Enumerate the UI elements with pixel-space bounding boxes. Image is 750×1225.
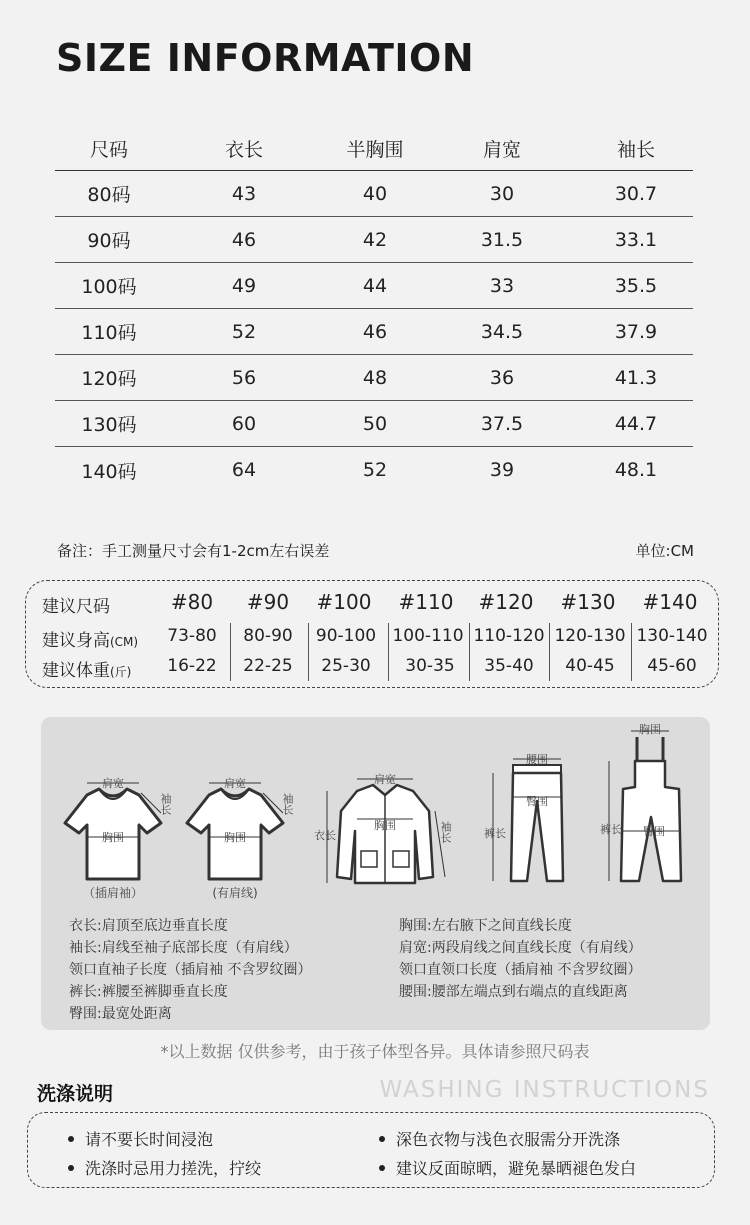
overalls-icon (597, 721, 697, 891)
rec-size: #120 (478, 590, 534, 614)
washing-item-text: 建议反面晾晒，避免暴晒褪色发白 (396, 1159, 637, 1178)
rec-height: 120-130 (554, 626, 626, 646)
rec-size-label: 建议尺码 (42, 597, 110, 617)
overalls-length-label: 裤长 (600, 823, 622, 836)
table-row (55, 401, 693, 447)
description-line: 臀围:最宽处距离 (69, 1006, 172, 1022)
table-cell: 90码 (87, 230, 131, 252)
rec-height: 130-140 (636, 626, 708, 646)
raglan-caption: （插肩袖） (82, 886, 143, 900)
table-cell: 34.5 (480, 320, 524, 343)
header-half-chest: 半胸围 (346, 138, 404, 161)
table-cell: 41.3 (614, 366, 658, 389)
rec-height: 110-120 (473, 626, 545, 646)
rec-weight: 30-35 (405, 656, 455, 676)
raglan-sleeve-label: 袖长 (159, 793, 172, 815)
jacket-sleeve-label: 袖长 (439, 821, 452, 843)
washing-item-text: 请不要长时间浸泡 (85, 1130, 214, 1149)
table-cell: 44 (362, 274, 388, 297)
table-row (55, 309, 693, 355)
descriptions-left (69, 915, 311, 1025)
jacket-shoulder-label: 肩宽 (374, 773, 396, 786)
washing-item (379, 1127, 620, 1150)
description-line: 领口直领口长度（插肩袖 不含罗纹圈） (399, 962, 642, 978)
column-divider (469, 623, 470, 681)
table-cell: 37.9 (614, 320, 658, 343)
rec-size: #130 (560, 590, 616, 614)
table-cell: 44.7 (614, 412, 658, 435)
column-divider (308, 623, 309, 681)
pants-icon (481, 751, 571, 891)
jacket-length-label: 衣长 (314, 829, 336, 842)
rec-height: 90-100 (315, 626, 377, 646)
table-cell: 30.7 (614, 182, 658, 205)
table-cell: 52 (362, 459, 388, 481)
rec-size: #80 (170, 590, 214, 614)
rec-weight: 22-25 (243, 656, 293, 676)
rec-weight: 35-40 (484, 656, 534, 676)
washing-item-text: 洗涤时忌用力搓洗，拧绞 (85, 1159, 262, 1178)
column-divider (549, 623, 550, 681)
rec-weight-label (42, 656, 131, 681)
raglan-tshirt-figure (53, 773, 173, 885)
rec-size: #90 (246, 590, 290, 614)
pants-figure (481, 751, 571, 891)
shoulder-caption: (有肩线) (212, 886, 258, 900)
size-table (55, 126, 693, 493)
unit-note: 单位:CM (635, 542, 694, 560)
overalls-hip-label: 臀围 (643, 825, 665, 838)
column-divider (388, 623, 389, 681)
rec-weight: 45-60 (647, 656, 697, 676)
table-row (55, 171, 693, 217)
table-cell: 110码 (81, 322, 137, 344)
rec-weight: 40-45 (565, 656, 615, 676)
table-row (55, 217, 693, 263)
header-size: 尺码 (89, 138, 128, 161)
rec-size: #100 (316, 590, 372, 614)
description-line: 领口直袖子长度（插肩袖 不含罗纹圈） (69, 962, 312, 978)
description-line: 裤长:裤腰至裤脚垂直长度 (69, 984, 228, 1000)
overalls-figure (597, 721, 697, 891)
washing-title-en: WASHING INSTRUCTIONS (379, 1077, 710, 1103)
table-cell: 31.5 (480, 228, 524, 251)
rec-height: 73-80 (167, 626, 217, 646)
page-title: SIZE INFORMATION (56, 36, 475, 80)
overalls-chest-label: 胸围 (639, 723, 661, 736)
table-cell: 42 (362, 228, 388, 251)
pants-hip-label: 臀围 (526, 795, 548, 808)
table-cell: 37.5 (480, 412, 524, 435)
recommendation-box (25, 580, 719, 688)
rec-height-label (42, 626, 138, 651)
description-line: 袖长:肩线至袖子底部长度（有肩线） (69, 940, 298, 956)
raglan-shoulder-label: 肩宽 (102, 777, 124, 790)
jacket-chest-label: 胸围 (374, 819, 396, 832)
size-table-header (55, 126, 693, 171)
table-cell: 100码 (81, 276, 137, 298)
rec-weight: 25-30 (321, 656, 371, 676)
table-cell: 130码 (81, 414, 137, 436)
table-cell: 140码 (81, 460, 137, 483)
washing-item (379, 1156, 636, 1179)
rec-size: #140 (642, 590, 698, 614)
table-cell: 33 (489, 274, 515, 297)
jacket-figure (314, 771, 453, 891)
table-cell: 46 (231, 228, 257, 251)
description-line: 腰围:腰部左端点到右端点的直线距离 (399, 984, 628, 1000)
washing-item-text: 深色衣物与浅色衣服需分开洗涤 (396, 1130, 621, 1149)
bullet-icon (68, 1136, 74, 1142)
table-cell: 48.1 (614, 459, 658, 481)
washing-box (27, 1112, 715, 1188)
table-cell: 56 (231, 366, 257, 389)
table-cell: 43 (231, 182, 257, 205)
shoulder-tshirt-figure (175, 773, 295, 885)
rec-weight-label-text: 建议体重 (42, 661, 110, 681)
table-cell: 49 (231, 274, 257, 297)
table-cell: 60 (231, 412, 257, 435)
disclaimer-text: *以上数据 仅供参考，由于孩子体型各异。具体请参照尺码表 (160, 1042, 590, 1061)
washing-item (68, 1156, 261, 1179)
washing-item (68, 1127, 213, 1150)
shoulder-chest-label: 胸围 (224, 831, 246, 844)
table-row (55, 447, 693, 493)
description-line: 肩宽:两段肩线之间直线长度（有肩线） (399, 940, 642, 956)
rec-size: #110 (398, 590, 454, 614)
rec-height-label-text: 建议身高 (42, 631, 110, 651)
pants-waist-label: 腰围 (526, 753, 548, 766)
table-cell: 48 (362, 366, 388, 389)
table-cell: 80码 (87, 184, 131, 206)
header-length: 衣长 (224, 138, 263, 161)
column-divider (631, 623, 632, 681)
rec-weight: 16-22 (167, 656, 217, 676)
table-cell: 46 (362, 320, 388, 343)
header-sleeve: 袖长 (616, 138, 655, 161)
shoulder-sleeve-label: 袖长 (281, 793, 294, 815)
table-cell: 33.1 (614, 228, 658, 251)
pants-length-label: 裤长 (484, 827, 506, 840)
header-shoulder: 肩宽 (482, 138, 521, 161)
description-line: 胸围:左右腋下之间直线长度 (399, 918, 572, 934)
bullet-icon (379, 1136, 385, 1142)
table-cell: 52 (231, 320, 257, 343)
shoulder-shoulder-label: 肩宽 (224, 777, 246, 790)
remark-note: 备注：手工测量尺寸会有1-2cm左右误差 (57, 542, 330, 560)
table-row (55, 263, 693, 309)
bullet-icon (379, 1165, 385, 1171)
column-divider (230, 623, 231, 681)
table-cell: 35.5 (614, 274, 658, 297)
table-cell: 30 (489, 182, 515, 205)
description-line: 衣长:肩顶至底边垂直长度 (69, 918, 228, 934)
table-cell: 64 (231, 459, 257, 481)
table-cell: 39 (489, 459, 515, 481)
table-row (55, 355, 693, 401)
rec-height: 100-110 (392, 626, 464, 646)
raglan-chest-label: 胸围 (102, 831, 124, 844)
washing-title: 洗涤说明 (37, 1083, 114, 1105)
rec-height-unit: (CM) (110, 635, 139, 649)
descriptions-right (399, 915, 642, 1003)
table-cell: 50 (362, 412, 388, 435)
rec-height: 80-90 (243, 626, 293, 646)
rec-weight-unit: (斤) (110, 665, 132, 679)
table-cell: 36 (489, 366, 515, 389)
table-cell: 40 (362, 182, 388, 205)
bullet-icon (68, 1165, 74, 1171)
measurement-diagram-panel (41, 717, 710, 1030)
table-cell: 120码 (81, 368, 137, 390)
